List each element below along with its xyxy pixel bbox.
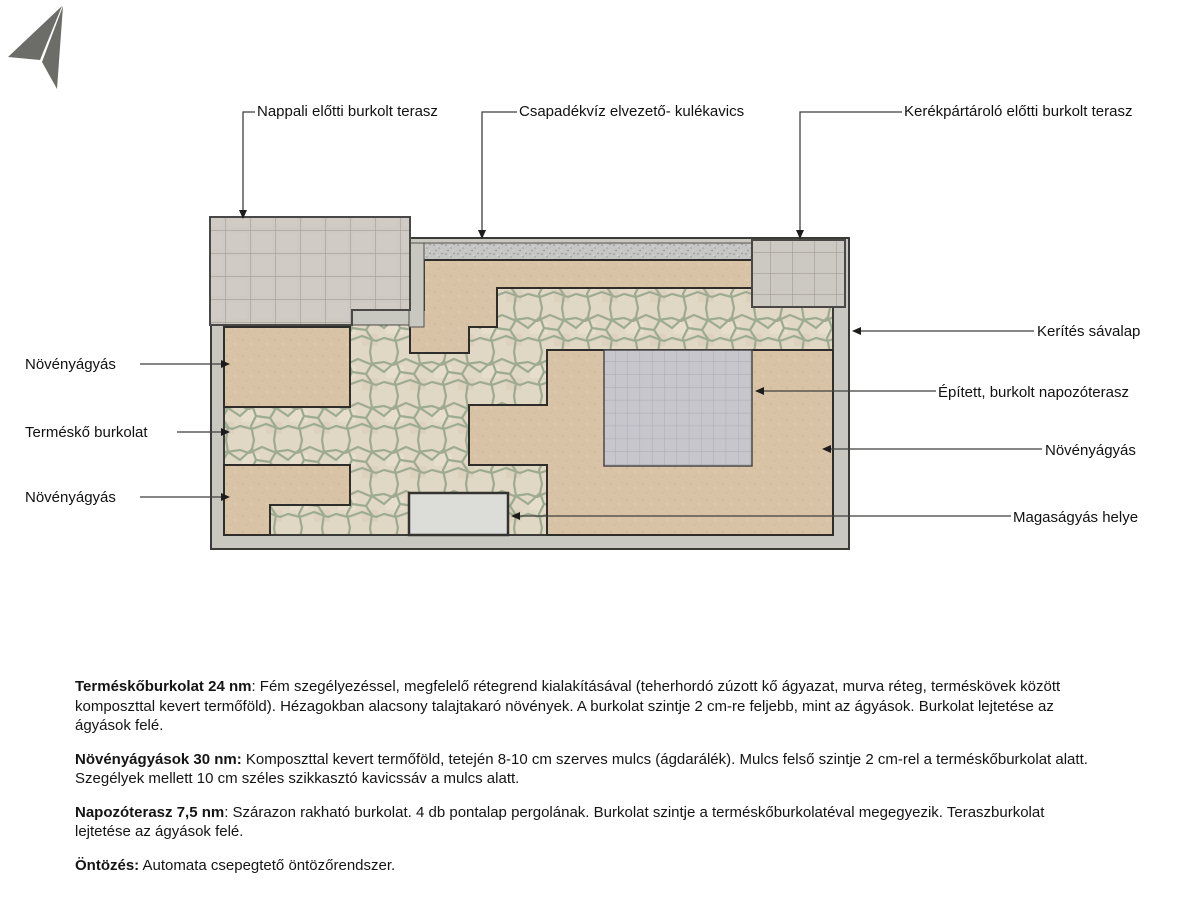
callout-living-room-terrace: Nappali előtti burkolt terasz (257, 103, 438, 120)
raised-bed-place (409, 493, 508, 535)
planting-bed-left-upper (224, 327, 350, 407)
note-irrigation: Öntözés: Automata csepegtető öntözőrendszer. (75, 856, 396, 874)
living-room-terrace (210, 217, 410, 325)
callout-raised-bed: Magaságyás helye (1013, 509, 1139, 526)
frame-edge-band (409, 243, 424, 327)
callout-bike-storage-terrace: Kerékpártároló előtti burkolt terasz (904, 103, 1133, 120)
callout-fence-foundation: Kerítés sávalap (1037, 323, 1141, 340)
note-stone-paving: Terméskőburkolat 24 nm: Fém szegélyezéssel, megfelelő rétegrend kialakításával (teherhordó zúzott kő ágyazat, murva réteg, terméskövek között komposzttal kevert termőföld). Hézagokban alacsony talajtakaró növények. A burkolat szintje 2 cm-re feljebb, mint az ágyások. Burkolat lejtetése az ágyások felé. (75, 678, 1061, 734)
drainage-gravel-strip (424, 243, 752, 260)
frame-notch (352, 310, 410, 325)
note-planting-beds: Növényágyások 30 nm: Komposzttal kevert termőföld, tetején 8-10 cm szerves mulcs (ágdarálék). Mulcs felső szintje 2 cm-rel a terméskőburkolat alatt. Szegélyek mellett 10 cm széles szikkasztó kavicssáv a mulcs alatt. (75, 750, 1088, 787)
callout-planting-bed-left-upper: Növényágyás (25, 356, 116, 373)
callout-flagstone-paving: Terméskő burkolat (25, 424, 148, 441)
note-sun-terrace: Napozóterasz 7,5 nm: Szárazon rakható burkolat. 4 db pontalap pergolának. Burkolat szintje a terméskőburkolatéval megegyezik. Teraszburkolat lejtetése az ágyások felé. (75, 803, 1045, 840)
callout-planting-bed-right: Növényágyás (1045, 442, 1136, 459)
north-arrow-icon (8, 6, 63, 89)
callout-planting-bed-left-lower: Növényágyás (25, 489, 116, 506)
callout-sun-terrace: Épített, burkolt napozóterasz (938, 384, 1129, 401)
specification-notes (75, 677, 1091, 889)
callout-drainage-gravel: Csapadékvíz elvezető- kulékavics (519, 103, 745, 120)
bike-storage-terrace (752, 240, 845, 307)
sun-terrace (604, 350, 752, 466)
